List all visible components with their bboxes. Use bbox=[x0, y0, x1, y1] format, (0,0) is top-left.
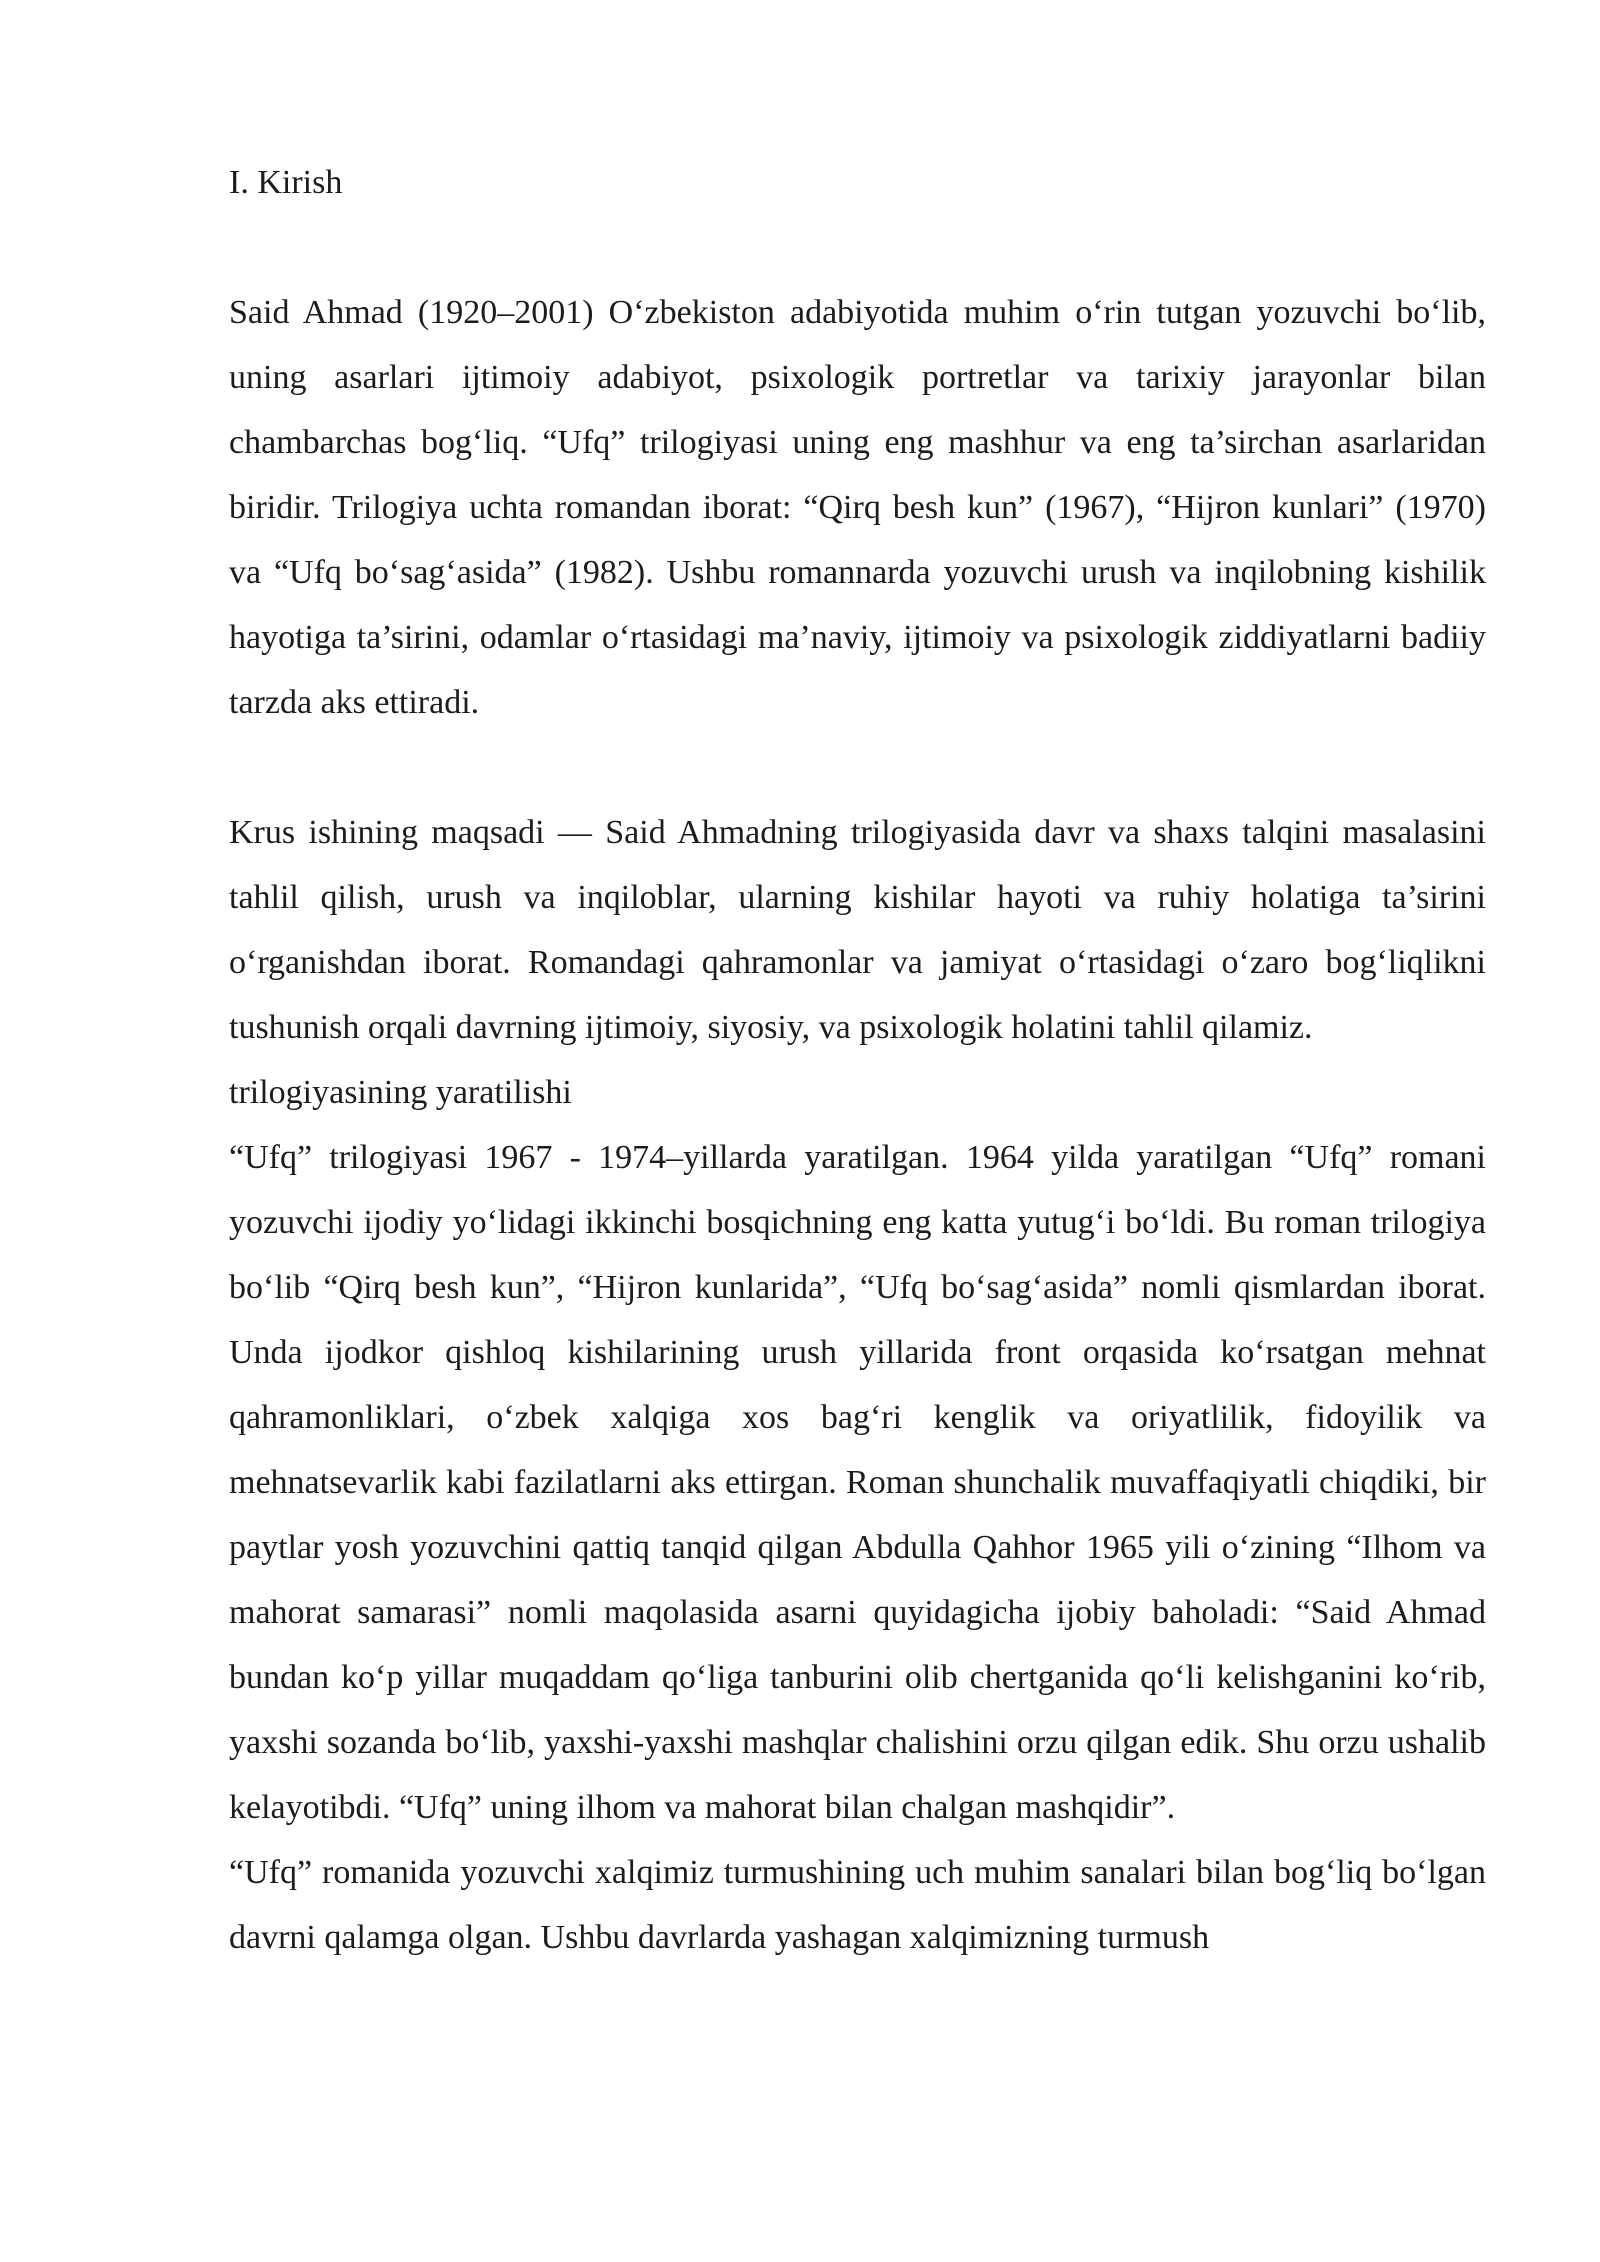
paragraph-goal: Krus ishining maqsadi — Said Ahmadning trilogiyasida davr va shaxs talqini masalasini tahlil qilish, urush va inqiloblar, ularning kishilar hayoti va ruhiy holatiga ta’sirini o‘rganishdan iborat. Romandagi qahramonlar va jamiyat o‘rtasidagi o‘zaro bog‘liqlikni tushunish orqali davrning ijtimoiy, siyosiy, va psixologik holatini tahlil qilamiz. bbox=[229, 814, 1486, 1046]
paragraph-creation: “Ufq” trilogiyasi 1967 - 1974–yillarda yaratilgan. 1964 yilda yaratilgan “Ufq” romani yozuvchi ijodiy yo‘lidagi ikkinchi bosqichning eng katta yutug‘i bo‘ldi. Bu roman trilogiya bo‘lib “Qirq besh kun”, “Hijron kunlarida”, “Ufq bo‘sag‘asida” nomli qismlardan iborat. Unda ijodkor qishloq kishilarining urush yillarida front orqasida ko‘rsatgan mehnat qahramonliklari, o‘zbek xalqiga xos bag‘ri kenglik va oriyatlilik, fidoyilik va mehnatsevarlik kabi fazilatlarni aks ettirgan. Roman shunchalik muvaffaqiyatli chiqdiki, bir paytlar yosh yozuvchini qattiq tanqid qilgan Abdulla Qahhor 1965 yili o‘zining “Ilhom va mahorat samarasi” nomli maqolasida asarni quyidagicha ijobiy baholadi: “Said Ahmad bundan ko‘p yillar muqaddam qo‘liga tanburini olib chertganida qo‘li kelishganini ko‘rib, yaxshi sozanda bo‘lib, yaxshi-yaxshi mashqlar chalishini orzu qilgan edik. Shu orzu ushalib kelayotibdi. “Ufq” uning ilhom va mahorat bilan chalgan mashqidir”. bbox=[229, 1139, 1486, 1826]
paragraph-novel: “Ufq” romanida yozuvchi xalqimiz turmushining uch muhim sanalari bilan bog‘liq bo‘lgan davrni qalamga olgan. Ushbu davrlarda yashagan xalqimizning turmush bbox=[229, 1854, 1486, 1956]
section-heading: I. Kirish bbox=[229, 164, 343, 201]
subheading: trilogiyasining yaratilishi bbox=[229, 1074, 572, 1111]
document-page bbox=[229, 150, 1486, 1970]
paragraph-intro: Said Ahmad (1920–2001) O‘zbekiston adabiyotida muhim o‘rin tutgan yozuvchi bo‘lib, uning asarlari ijtimoiy adabiyot, psixologik portretlar va tarixiy jarayonlar bilan chambarchas bog‘liq. “Ufq” trilogiyasi uning eng mashhur va eng ta’sirchan asarlaridan biridir. Trilogiya uchta romandan iborat: “Qirq besh kun” (1967), “Hijron kunlari” (1970) va “Ufq bo‘sag‘asida” (1982). Ushbu romannarda yozuvchi urush va inqilobning kishilik hayotiga ta’sirini, odamlar o‘rtasidagi ma’naviy, ijtimoiy va psixologik ziddiyatlarni badiiy tarzda aks ettiradi. bbox=[229, 294, 1486, 721]
